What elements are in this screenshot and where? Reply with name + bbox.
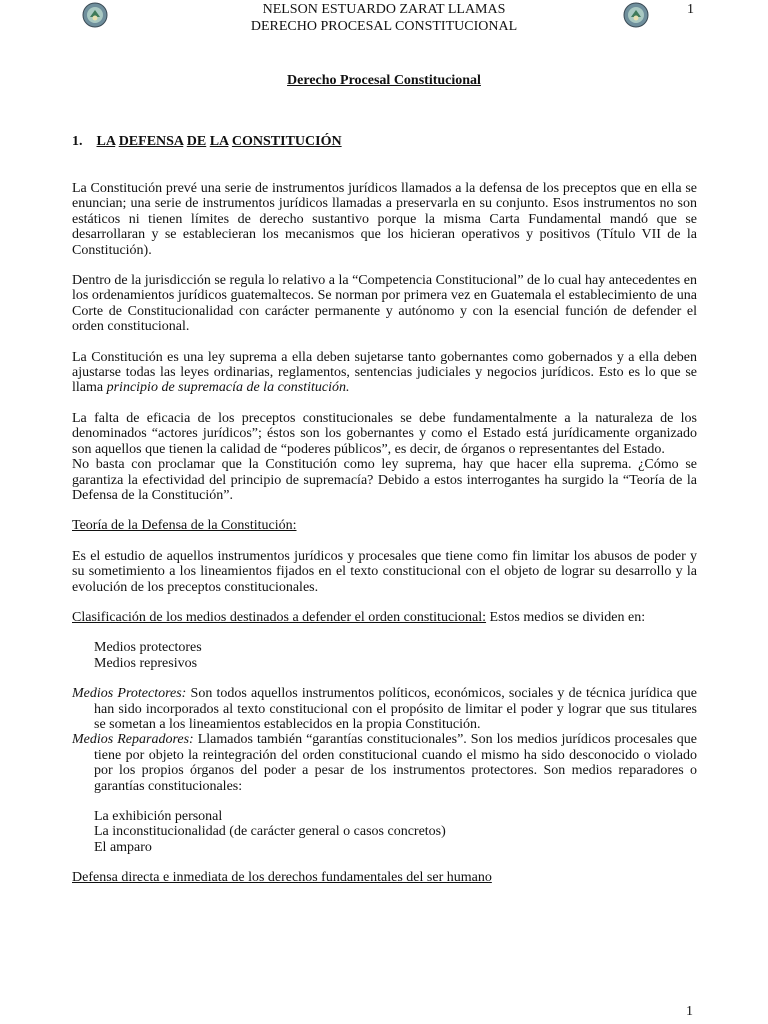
paragraph: La Constitución prevé una serie de instrumentos jurídicos llamados a la defensa de los preceptos que en ella se enuncian; una serie de instrumentos jurídicos llamadas a preservarla en su conjunto. Esos instrumentos no son estáticos ni tienen límites de derecho sustantivo porque la misma Carta Fundamental mandó que se desarrollaran y se establecieran los mecanismos que los hicieran operativos y positivos (Título VII de la Constitución). <box>72 181 697 258</box>
section-heading <box>72 134 342 149</box>
theory-heading: Teoría de la Defensa de la Constitución: <box>72 518 297 534</box>
footer-page-number: 1 <box>686 1004 693 1019</box>
paragraph: Dentro de la jurisdicción se regula lo relativo a la “Competencia Constitucional” de lo cual hay antecedentes en los ordenamientos jurídicos guatemaltecos. Se norman por primera vez en Guatemala el establecimiento de una Corte de Constitucionalidad con carácter permanente y autónomo y con la esencial función de defender el orden constitucional. <box>72 273 697 335</box>
list-item: La inconstitucionalidad (de carácter general o casos concretos) <box>94 824 446 840</box>
header-course: DERECHO PROCESAL CONSTITUCIONAL <box>250 19 518 34</box>
list-item: Medios represivos <box>94 655 198 671</box>
section-word: LA <box>209 134 229 149</box>
classification-tail: Estos medios se dividen en: <box>486 609 646 625</box>
means-list <box>72 640 697 671</box>
supremacy-principle-term: principio de supremacía de la constitución. <box>106 380 350 396</box>
header-page-number: 1 <box>687 2 694 17</box>
list-item: Medios protectores <box>94 640 202 656</box>
section-word: LA <box>96 134 116 149</box>
protectores-definition <box>72 686 697 732</box>
protectores-label: Medios Protectores: <box>72 686 187 702</box>
section-word: DE <box>186 134 207 149</box>
paragraph: Es el estudio de aquellos instrumentos jurídicos y procesales que tiene como fin limitar los abusos de poder y su sometimiento a los lineamientos fijados en el texto constitucional con el objeto de lograr su desarrollo y la evolución de los preceptos constitucionales. <box>72 548 697 595</box>
list-item: El amparo <box>94 839 152 855</box>
document-title: Derecho Procesal Constitucional <box>287 73 481 88</box>
section-word: DEFENSA <box>118 134 184 149</box>
coat-of-arms-seal-icon <box>82 2 108 28</box>
list-item: La exhibición personal <box>94 809 223 824</box>
header-author: NELSON ESTUARDO ZARAT LLAMAS <box>262 2 506 17</box>
paragraph-text: La Constitución es una ley suprema a ella deben sujetarse tanto gobernantes como gobernados y a ella deben ajustarse todas las leyes ordinarias, reglamentos, sentencias judiciales y negocios jurídicos. Esto es lo que se llama <box>72 349 697 396</box>
section-number: 1. <box>72 134 83 149</box>
paragraph <box>72 350 697 396</box>
paragraph: No basta con proclamar que la Constitución como ley suprema, hay que hacer ella suprema. ¿Cómo se garantiza la efectividad del principio de supremacía? Debido a estos interrogantes ha surgido la “Teoría de la Defensa de la Constitución”. <box>72 457 697 503</box>
classification-heading: Clasificación de los medios destinados a defender el orden constitucional: <box>72 609 487 625</box>
section-word: CONSTITUCIÓN <box>231 134 342 149</box>
reparadores-text: Llamados también “garantías constitucionales”. Son los medios jurídicos procesales que tiene por objeto la reintegración del orden constitucional cuando el mismo ha sido desconocido o violado por los propios órganos del poder a pesar de los instrumentos protectores. Son medios reparadores o garantías constitucionales: <box>94 732 697 794</box>
guarantees-list <box>72 809 697 855</box>
page-header <box>160 1 608 35</box>
reparadores-label: Medios Reparadores: <box>72 732 194 748</box>
classification-line <box>72 610 697 625</box>
document-body <box>72 181 697 886</box>
protectores-text: Son todos aquellos instrumentos políticos, económicos, sociales y de técnica jurídica que han sido incorporados al texto constitucional con el propósito de limitar el poder y lograr que sus titulares se sometan a los lineamientos establecidos en la propia Constitución. <box>94 686 698 732</box>
final-heading: Defensa directa e inmediata de los derechos fundamentales del ser humano <box>72 870 492 886</box>
reparadores-definition <box>72 732 697 794</box>
paragraph: La falta de eficacia de los preceptos constitucionales se debe fundamentalmente a la naturaleza de los denominados “actores jurídicos”; éstos son los gobernantes y como el Estado está jurídicamente organizado son aquellos que tienen la calidad de “poderes públicos”, es decir, de órganos o representantes del Estado. <box>72 410 697 457</box>
coat-of-arms-seal-icon <box>623 2 649 28</box>
